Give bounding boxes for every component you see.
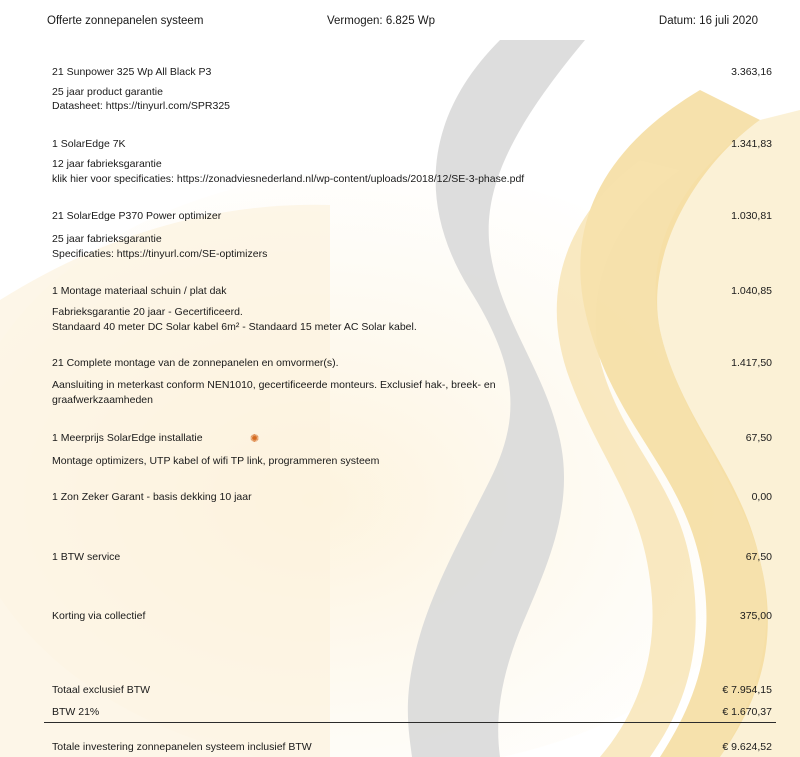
totals-divider [44,722,776,723]
line-item-amount: 67,50 [745,551,772,563]
line-item-amount: 0,00 [751,491,772,503]
grand-total-amount: € 9.624,52 [722,741,772,753]
line-item-detail-link[interactable]: Specificaties: https://tinyurl.com/SE-optimizers [52,248,268,260]
line-item-amount: 1.341,83 [731,138,772,150]
document-title: Offerte zonnepanelen systeem [47,15,204,27]
discount-amount: 375,00 [739,610,772,622]
line-item-label: 21 Sunpower 325 Wp All Black P3 [52,66,212,78]
line-item-amount: 67,50 [745,432,772,444]
line-item-detail: graafwerkzaamheden [52,394,153,406]
line-item-detail: Standaard 40 meter DC Solar kabel 6m² - Standaard 15 meter AC Solar kabel. [52,321,417,333]
line-item-amount: 1.417,50 [731,357,772,369]
quote-date: Datum: 16 juli 2020 [658,15,758,27]
line-item-label: 1 Meerprijs SolarEdge installatie [52,432,203,444]
line-item-detail: Aansluiting in meterkast conform NEN1010, gecertificeerde monteurs. Exclusief hak-, breek- en [52,379,496,391]
vat-label: BTW 21% [52,706,100,718]
spark-icon: ✺ [250,433,260,445]
vat-amount: € 1.670,37 [722,706,772,718]
subtotal-amount: € 7.954,15 [722,684,772,696]
line-item-amount: 1.040,85 [731,285,772,297]
line-item-amount: 3.363,16 [731,66,772,78]
line-item-label: 1 Montage materiaal schuin / plat dak [52,285,227,297]
discount-label: Korting via collectief [52,610,146,622]
line-item-label: 21 Complete montage van de zonnepanelen en omvormer(s). [52,357,339,369]
line-item-label: 1 Zon Zeker Garant - basis dekking 10 jaar [52,491,252,503]
line-item-detail: Montage optimizers, UTP kabel of wifi TP link, programmeren systeem [52,455,380,467]
line-item-detail-link[interactable]: Datasheet: https://tinyurl.com/SPR325 [52,100,231,112]
line-item-detail: Fabrieksgarantie 20 jaar - Gecertificeerd. [52,306,243,318]
line-item-detail-link[interactable]: klik hier voor specificaties: https://zonadviesnederland.nl/wp-content/uploads/2018/12/SE-3-phase.pdf [52,173,525,185]
line-item-amount: 1.030,81 [731,210,772,222]
line-item-label: 21 SolarEdge P370 Power optimizer [52,210,222,222]
line-item-detail: 25 jaar product garantie [52,86,163,98]
line-item-detail: 25 jaar fabrieksgarantie [52,233,162,245]
system-power: Vermogen: 6.825 Wp [327,15,436,27]
line-item-label: 1 SolarEdge 7K [52,138,126,150]
line-item-detail: 12 jaar fabrieksgarantie [52,158,162,170]
subtotal-label: Totaal exclusief BTW [52,684,151,696]
grand-total-label: Totale investering zonnepanelen systeem inclusief BTW [52,741,312,753]
line-item-label: 1 BTW service [52,551,121,563]
